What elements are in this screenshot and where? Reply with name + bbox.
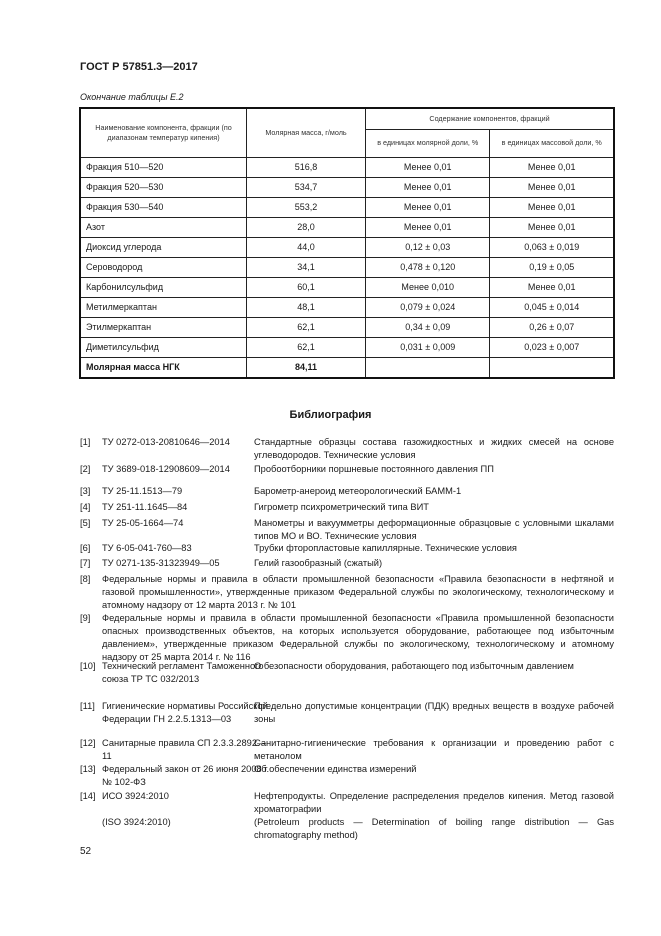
header-molar-mass: Молярная масса, г/моль <box>247 108 366 157</box>
ref-code: Федеральный закон от 26 июня 2008 г. № 102-ФЗ <box>102 764 270 787</box>
table-row <box>80 317 614 337</box>
cell-molar-mass: 62,1 <box>247 317 366 337</box>
cell-molar-fraction: Менее 0,010 <box>366 277 490 297</box>
ref-description: Об обеспечении единства измерений <box>254 764 417 774</box>
ref-description: Нефтепродукты. Определение распределения пределов кипения. Метод газовой хроматографии <box>254 791 614 814</box>
ref-description: Трубки фторопластовые капиллярные. Технические условия <box>254 543 517 553</box>
ref-description: Стандартные образцы состава газожидкостных и жидких смесей на основе углеводородов. Технические условия <box>254 437 614 460</box>
ref-code: ТУ 25-05-1664—74 <box>102 518 184 528</box>
ref-code: Гигиенические нормативы Российской Федерации ГН 2.2.5.1313—03 <box>102 701 268 724</box>
header-name: Наименование компонента, фракции (по диапазонам температур кипения) <box>80 108 247 157</box>
ref-number: [7] <box>80 558 91 568</box>
cell-name: Карбонилсульфид <box>80 277 247 297</box>
header-mass-fraction: в единицах массовой доли, % <box>490 129 614 157</box>
ref-number: [5] <box>80 518 91 528</box>
ref-number: [10] <box>80 661 96 671</box>
ref-code: ТУ 251-11.1645—84 <box>102 502 188 512</box>
cell-mass-fraction: Менее 0,01 <box>490 217 614 237</box>
bibliography-item <box>80 557 614 570</box>
total-row <box>80 357 614 378</box>
bibliography-item <box>80 463 614 476</box>
table-row <box>80 337 614 357</box>
ref-code: ТУ 6-05-041-760—83 <box>102 543 192 553</box>
ref-description: Пробоотборники поршневые постоянного давления ПП <box>254 464 494 474</box>
cell-name: Азот <box>80 217 247 237</box>
cell-molar-mass: 34,1 <box>247 257 366 277</box>
ref-number: [14] <box>80 791 96 801</box>
document-id: ГОСТ Р 57851.3—2017 <box>80 61 198 73</box>
cell-molar-fraction: Менее 0,01 <box>366 157 490 177</box>
cell-molar-fraction: 0,079 ± 0,024 <box>366 297 490 317</box>
cell-molar-fraction: Менее 0,01 <box>366 177 490 197</box>
cell-mass-fraction: 0,045 ± 0,014 <box>490 297 614 317</box>
table-row <box>80 217 614 237</box>
cell-molar-fraction: Менее 0,01 <box>366 217 490 237</box>
cell-name: Фракция 520—530 <box>80 177 247 197</box>
bibliography-item <box>80 573 614 612</box>
bibliography-item <box>80 790 614 816</box>
ref-number: [6] <box>80 543 91 553</box>
total-label: Молярная масса НГК <box>80 357 247 378</box>
cell-name: Метилмеркаптан <box>80 297 247 317</box>
bibliography-item <box>80 501 614 514</box>
bibliography-item <box>80 660 614 684</box>
cell-mass-fraction: Менее 0,01 <box>490 277 614 297</box>
ref-code: ТУ 3689-018-12908609—2014 <box>102 464 230 474</box>
ref-number: [11] <box>80 701 95 711</box>
table-row <box>80 297 614 317</box>
cell-molar-mass: 553,2 <box>247 197 366 217</box>
cell-mass-fraction: 0,023 ± 0,007 <box>490 337 614 357</box>
ref-description: Гелий газообразный (сжатый) <box>254 558 383 568</box>
ref-text: Федеральные нормы и правила в области промышленной безопасности «Правила безопасности в нефтяной и газовой промышленности», утвержденные приказом Федеральной службы по экологическому, технологическому и атомному надзору от 12 марта 2013 г. № 101 <box>102 574 614 610</box>
ref-text: Федеральные нормы и правила в области промышленной безопасности «Правила промышленной безопасности опасных производственных объектов, на которых используется оборудование, работающее под избыточным давлением», утвержденные приказом Федеральной службы по экологическому, технологическому и атомному надзору от 25 марта 2014 г. № 116 <box>102 613 614 662</box>
ref-code: Технический регламент Таможенного союза ТР ТС 032/2013 <box>102 661 264 684</box>
ref-number: [1] <box>80 437 91 447</box>
bibliography-item <box>80 816 614 842</box>
cell-molar-fraction: 0,031 ± 0,009 <box>366 337 490 357</box>
table-caption: Окончание таблицы Е.2 <box>80 92 184 102</box>
ref-code: Санитарные правила СП 2.3.3.2892—11 <box>102 738 267 761</box>
cell-name: Диоксид углерода <box>80 237 247 257</box>
table-row <box>80 197 614 217</box>
cell-name: Фракция 510—520 <box>80 157 247 177</box>
ref-description: Предельно допустимые концентрации (ПДК) вредных веществ в воздухе рабочей зоны <box>254 701 614 724</box>
cell-molar-mass: 28,0 <box>247 217 366 237</box>
header-molar-fraction: в единицах молярной доли, % <box>366 129 490 157</box>
ref-code: ТУ 0272-013-20810646—2014 <box>102 437 230 447</box>
cell-molar-mass: 60,1 <box>247 277 366 297</box>
bibliography-item <box>80 763 614 787</box>
cell-mass-fraction: Менее 0,01 <box>490 177 614 197</box>
table-row <box>80 157 614 177</box>
table-row <box>80 277 614 297</box>
bibliography-item <box>80 436 614 462</box>
ref-description: Манометры и вакуумметры деформационные образцовые с условными шкалами типов МО и ВО. Технические условия <box>254 518 614 541</box>
bibliography-item <box>80 485 614 498</box>
cell-molar-fraction: Менее 0,01 <box>366 197 490 217</box>
cell-name: Диметилсульфид <box>80 337 247 357</box>
bibliography-item <box>80 700 614 726</box>
table-row <box>80 257 614 277</box>
cell-mass-fraction: 0,063 ± 0,019 <box>490 237 614 257</box>
cell-molar-mass: 48,1 <box>247 297 366 317</box>
cell-name: Сероводород <box>80 257 247 277</box>
cell-mass-fraction: 0,26 ± 0,07 <box>490 317 614 337</box>
table-row <box>80 237 614 257</box>
ref-number: [8] <box>80 574 91 584</box>
cell-name: Этилмеркаптан <box>80 317 247 337</box>
bibliography-item <box>80 517 614 543</box>
ref-code: ИСО 3924:2010 <box>102 791 169 801</box>
ref-number: [13] <box>80 764 96 774</box>
page-number: 52 <box>80 846 92 857</box>
cell-mass-fraction: Менее 0,01 <box>490 157 614 177</box>
ref-code: (ISO 3924:2010) <box>102 817 171 827</box>
components-table <box>79 107 615 379</box>
cell-name: Фракция 530—540 <box>80 197 247 217</box>
cell-molar-fraction: 0,34 ± 0,09 <box>366 317 490 337</box>
bibliography-item <box>80 737 614 763</box>
cell-molar-mass: 534,7 <box>247 177 366 197</box>
cell-molar-mass: 44,0 <box>247 237 366 257</box>
bibliography-item <box>80 612 614 664</box>
cell-mass-fraction: 0,19 ± 0,05 <box>490 257 614 277</box>
ref-number: [3] <box>80 486 91 496</box>
header-content: Содержание компонентов, фракций <box>366 108 615 129</box>
cell-molar-mass: 62,1 <box>247 337 366 357</box>
table-row <box>80 177 614 197</box>
ref-description: Барометр-анероид метеорологический БАММ-1 <box>254 486 462 496</box>
cell-molar-fraction: 0,12 ± 0,03 <box>366 237 490 257</box>
total-value: 84,11 <box>247 357 366 378</box>
bibliography-item <box>80 542 614 555</box>
ref-number: [4] <box>80 502 91 512</box>
ref-description: (Petroleum products — Determination of boiling range distribution — Gas chromatography method) <box>254 817 614 840</box>
cell-mass-fraction: Менее 0,01 <box>490 197 614 217</box>
bibliography-title: Библиография <box>289 409 372 421</box>
ref-description: О безопасности оборудования, работающего под избыточным давлением <box>254 661 574 671</box>
cell-molar-fraction: 0,478 ± 0,120 <box>366 257 490 277</box>
ref-code: ТУ 0271-135-31323949—05 <box>102 558 220 568</box>
ref-number: [12] <box>80 738 96 748</box>
ref-number: [9] <box>80 613 91 623</box>
cell-molar-mass: 516,8 <box>247 157 366 177</box>
ref-description: Санитарно-гигиенические требования к организации и проведению работ с метанолом <box>254 738 614 761</box>
ref-description: Гигрометр психрометрический типа ВИТ <box>254 502 429 512</box>
ref-code: ТУ 25-11.1513—79 <box>102 486 183 496</box>
ref-number: [2] <box>80 464 91 474</box>
